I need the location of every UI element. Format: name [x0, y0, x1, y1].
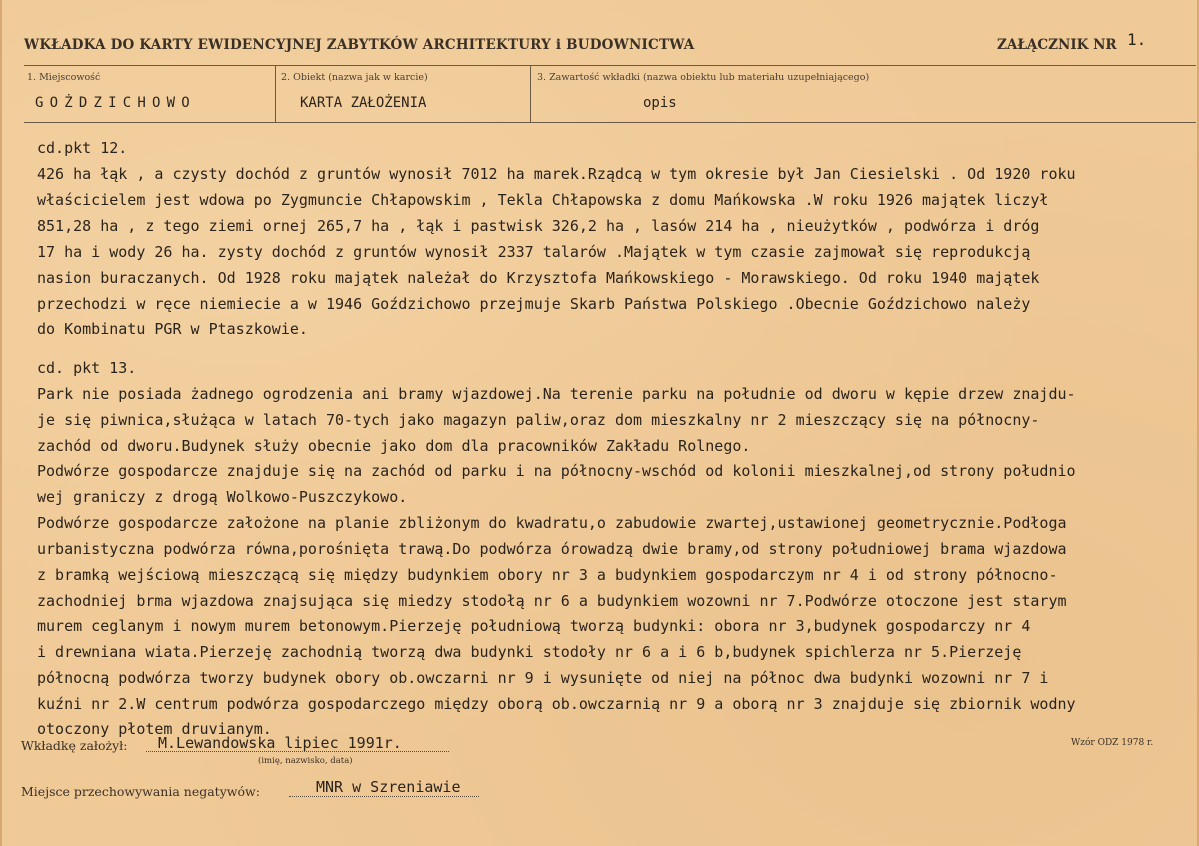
- body-line: 426 ha łąk , a czysty dochód z gruntów wynosił 7012 ha marek.Rządcą w tym okresie był Jan Ciesielski . Od 1920 roku: [37, 165, 1076, 183]
- object-value: KARTA ZAŁOŻENIA: [300, 95, 427, 111]
- body-line: Podwórze gospodarcze założone na planie zbliżonym do kwadratu,o zabudowie zwartej,ustawionej geometrycznie.Podłoga: [37, 514, 1067, 532]
- body-line: murem ceglanym i nowym murem betonowym.Pierzeję południową tworzą budynki: obora nr 3,budynek gospodarczy nr 4: [37, 617, 1031, 635]
- form-title: WKŁADKA DO KARTY EWIDENCYJNEJ ZABYTKÓW ARCHITEKTURY i BUDOWNICTWA: [24, 37, 695, 53]
- body-line: 851,28 ha , z tego ziemi ornej 265,7 ha , łąk i pastwisk 326,2 ha , lasów 214 ha , nieużytków , podwórza i dróg: [37, 217, 1040, 235]
- body-line: Podwórze gospodarcze znajduje się na zachód od parku i na północny-wschód od kolonii mieszkalnej,od strony południo: [37, 462, 1076, 480]
- field-divider-1: [275, 65, 276, 122]
- body-line: kuźni nr 2.W centrum podwórza gospodarczego między oborą ob.owczarnią nr 9 a oborą nr 3 znajduje się zbiornik wodny: [37, 695, 1076, 713]
- content-value: opis: [643, 95, 677, 111]
- locality-label: 1. Miejscowość: [27, 72, 101, 83]
- body-line: do Kombinatu PGR w Ptaszkowie.: [37, 320, 308, 338]
- body-line: 17 ha i wody 26 ha. zysty dochód z gruntów wynosił 2337 talarów .Majątek w tym czasie zajmował się reprodukcją: [37, 243, 1031, 261]
- body-line: zachodniej brma wjazdowa znajsująca się miedzy stodołą nr 6 a budynkiem wozowni nr 7.Podwórze otoczone jest starym: [37, 592, 1067, 610]
- negatives-dotted-line: [289, 796, 479, 797]
- body-line: przechodzi w ręce niemiecie a w 1946 Goździchowo przejmuje Skarb Państwa Polskiego .Obecnie Goździchowo należy: [37, 295, 1031, 313]
- content-label: 3. Zawartość wkładki (nazwa obiektu lub materiału uzupełniającego): [537, 72, 870, 83]
- field-table-bottom-rule: [24, 122, 1196, 123]
- field-table-top-rule: [24, 65, 1196, 66]
- body-line: z bramką wejściową mieszczącą się między budynkiem obory nr 3 a budynkiem gospodarczym nr 4 i od strony północno-: [37, 566, 1058, 584]
- attachment-number: 1.: [1127, 30, 1147, 49]
- form-code: Wzór ODZ 1978 r.: [1071, 738, 1154, 748]
- body-line: wej graniczy z drogą Wolkowo-Puszczykowo.: [37, 488, 408, 506]
- body-line: urbanistyczna podwórza równa,porośnięta trawą.Do podwórza órowadzą dwie bramy,od strony południowej brama wjazdowa: [37, 540, 1067, 558]
- sheet-left-edge: [0, 0, 2, 846]
- body-line: otoczony płotem druvianym.: [37, 720, 272, 738]
- author-value: M.Lewandowska lipiec 1991r.: [158, 734, 402, 752]
- author-hint: (imię, nazwisko, data): [258, 756, 353, 766]
- body-line: je się piwnica,służąca w latach 70-tych jako magazyn paliw,oraz dom mieszkalny nr 2 mieszczący się na północny-: [37, 411, 1040, 429]
- attachment-label: ZAŁĄCZNIK NR: [997, 37, 1117, 53]
- body-line: cd. pkt 13.: [37, 359, 137, 377]
- negatives-value: MNR w Szreniawie: [316, 778, 461, 796]
- body-line: i drewniana wiata.Pierzeję zachodnią tworzą dwa budynki stodoły nr 6 a i 6 b,budynek spichlerza nr 5.Pierzeję: [37, 643, 1022, 661]
- body-line: Park nie posiada żadnego ogrodzenia ani bramy wjazdowej.Na terenie parku na południe od dworu w kępie drzew znajdu-: [37, 385, 1076, 403]
- object-label: 2. Obiekt (nazwa jak w karcie): [281, 72, 428, 83]
- locality-value: GOŻDZICHOWO: [35, 95, 196, 111]
- body-line: cd.pkt 12.: [37, 139, 128, 157]
- body-line: nasion buraczanych. Od 1928 roku majątek należał do Krzysztofa Mańkowskiego - Morawskiego. Od roku 1940 majątek: [37, 269, 1040, 287]
- body-line: północną podwórza tworzy budynek obory ob.owczarni nr 9 i wysunięte od niej na północ dwa budynki wozowni nr 7 i: [37, 669, 1049, 687]
- body-line: zachód od dworu.Budynek służy obecnie jako dom dla pracowników Zakładu Rolnego.: [37, 437, 751, 455]
- negatives-label: Miejsce przechowywania negatywów:: [21, 784, 260, 799]
- author-label: Wkładkę założył:: [21, 738, 128, 753]
- body-line: właścicielem jest wdowa po Zygmuncie Chłapowskim , Tekla Chłapowska z domu Mańkowska .W roku 1926 majątek liczył: [37, 191, 1049, 209]
- field-divider-2: [530, 65, 531, 122]
